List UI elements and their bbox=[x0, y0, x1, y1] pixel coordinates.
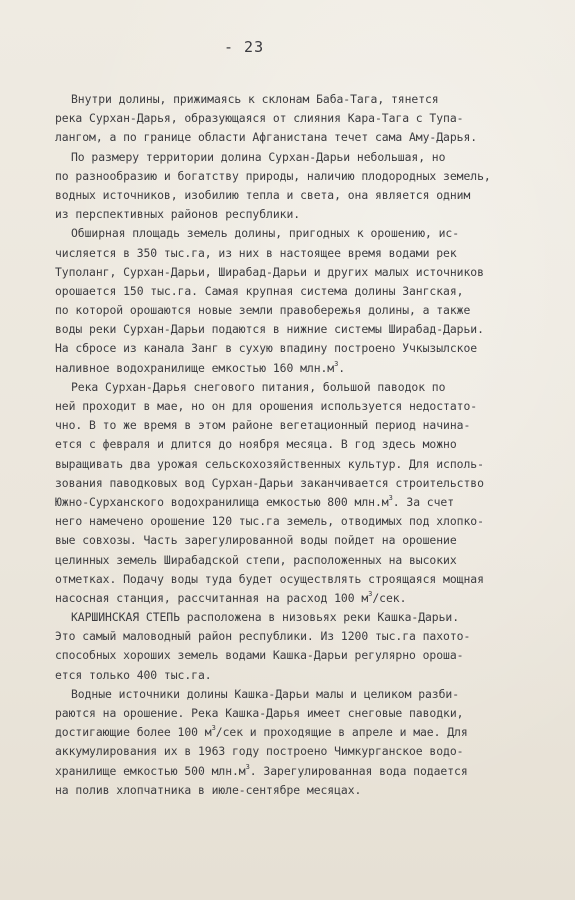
superscript: 3 bbox=[245, 762, 250, 771]
text-line bbox=[55, 627, 525, 646]
text-line bbox=[55, 723, 525, 742]
text-line bbox=[55, 244, 525, 263]
text-line bbox=[55, 339, 525, 358]
text-line bbox=[55, 685, 525, 704]
paragraph bbox=[55, 90, 525, 148]
text-line bbox=[55, 646, 525, 665]
text-line bbox=[55, 551, 525, 570]
text-line bbox=[55, 128, 525, 147]
text-line bbox=[55, 301, 525, 320]
line-text: По размеру территории долина Сурхан-Дарьи небольшая, но bbox=[71, 149, 446, 164]
line-text: вые совхозы. Часть зарегулированной воды пойдет на орошение bbox=[55, 533, 457, 548]
line-text: ется только 400 тыс.га. bbox=[55, 667, 212, 682]
line-text: по разнообразию и богатству природы, наличию плодородных земель, bbox=[55, 168, 491, 183]
paragraph bbox=[55, 685, 525, 800]
line-text: водных источников, изобилию тепла и света, она является одним bbox=[55, 187, 471, 202]
line-text: Это самый маловодный район республики. Из 1200 тыс.га пахото- bbox=[55, 629, 471, 644]
line-text: КАРШИНСКАЯ СТЕПЬ расположена в низовьях реки Кашка-Дарьи. bbox=[71, 610, 460, 625]
line-text: Река Сурхан-Дарья снегового питания, большой паводок по bbox=[71, 379, 446, 394]
line-text: воды реки Сурхан-Дарьи подаются в нижние системы Ширабад-Дарьи. bbox=[55, 322, 484, 337]
text-line bbox=[55, 148, 525, 167]
line-text-continued: . bbox=[338, 360, 346, 375]
text-line bbox=[55, 109, 525, 128]
text-line bbox=[55, 320, 525, 339]
text-line bbox=[55, 90, 525, 109]
text-line bbox=[55, 186, 525, 205]
line-text: выращивать два урожая сельскохозяйственных культур. Для исполь- bbox=[55, 456, 484, 471]
text-line bbox=[55, 474, 525, 493]
line-text: наливное водохранилище емкостью 160 млн.м bbox=[55, 360, 335, 375]
paragraph bbox=[55, 224, 525, 378]
text-line bbox=[55, 608, 525, 627]
line-text: река Сурхан-Дарья, образующаяся от слияния Кара-Тага с Тупа- bbox=[55, 111, 464, 126]
text-line bbox=[55, 493, 525, 512]
text-line bbox=[55, 762, 525, 781]
text-line bbox=[55, 205, 525, 224]
line-text: из перспективных районов республики. bbox=[55, 207, 301, 222]
text-line bbox=[55, 742, 525, 761]
line-text: на полив хлопчатника в июле-сентябре месяцах. bbox=[55, 782, 362, 797]
superscript: 3 bbox=[368, 590, 373, 599]
paragraph bbox=[55, 148, 525, 225]
superscript: 3 bbox=[211, 724, 216, 733]
line-text: аккумулирования их в 1963 году построено Чимкурганское водо- bbox=[55, 744, 464, 759]
line-text: достигающие более 100 м bbox=[55, 725, 212, 740]
text-line bbox=[55, 570, 525, 589]
line-text-continued: . Зарегулированная вода подается bbox=[249, 763, 468, 778]
line-text: Туполанг, Сурхан-Дарьи, Ширабад-Дарьи и других малых источников bbox=[55, 264, 484, 279]
page-number: - 23 bbox=[224, 38, 265, 56]
text-line bbox=[55, 397, 525, 416]
text-line bbox=[55, 455, 525, 474]
line-text: насосная станция, рассчитанная на расход 100 м bbox=[55, 590, 369, 605]
line-text: способных хороших земель водами Кашка-Дарьи регулярно ороша- bbox=[55, 648, 464, 663]
line-text: лангом, а по границе области Афганистана течет сама Аму-Дарья. bbox=[55, 130, 478, 145]
line-text-continued: . За счет bbox=[392, 494, 455, 509]
text-line bbox=[55, 282, 525, 301]
line-text-continued: /сек. bbox=[372, 590, 407, 605]
line-text: целинных земель Ширабадской степи, расположенных на высоких bbox=[55, 552, 457, 567]
superscript: 3 bbox=[388, 494, 393, 503]
line-text-continued: /сек и проходящие в апреле и мае. Для bbox=[215, 725, 468, 740]
text-line bbox=[55, 781, 525, 800]
line-text: орошается 150 тыс.га. Самая крупная система долины Зангская, bbox=[55, 283, 464, 298]
text-line bbox=[55, 224, 525, 243]
text-line bbox=[55, 167, 525, 186]
line-text: числяется в 350 тыс.га, из них в настоящее время водами рек bbox=[55, 245, 457, 260]
text-line bbox=[55, 589, 525, 608]
line-text: раются на орошение. Река Кашка-Дарья имеет снеговые паводки, bbox=[55, 706, 464, 720]
text-line bbox=[55, 531, 525, 550]
line-text: На сбросе из канала Занг в сухую впадину построено Учкызылское bbox=[55, 341, 478, 356]
line-text: хранилище емкостью 500 млн.м bbox=[55, 763, 246, 778]
text-line bbox=[55, 359, 525, 378]
superscript: 3 bbox=[334, 359, 339, 368]
line-text: Южно-Сурханского водохранилища емкостью 800 млн.м bbox=[55, 494, 389, 509]
text-line bbox=[55, 512, 525, 531]
line-text: по которой орошаются новые земли правобережья долины, а также bbox=[55, 303, 471, 318]
line-text: Водные источники долины Кашка-Дарьи малы и целиком разби- bbox=[71, 686, 460, 701]
line-text: чно. В то же время в этом районе вегетационный период начина- bbox=[55, 418, 471, 433]
text-line bbox=[55, 435, 525, 454]
line-text: Внутри долины, прижимаясь к склонам Баба-Тага, тянется bbox=[71, 92, 439, 106]
paragraph bbox=[55, 378, 525, 608]
line-text: отметках. Подачу воды туда будет осуществлять строящаяся мощная bbox=[55, 571, 484, 586]
line-text: зования паводковых вод Сурхан-Дарьи заканчивается строительство bbox=[55, 475, 484, 490]
line-text: ней проходит в мае, но он для орошения используется недостато- bbox=[55, 399, 478, 413]
text-line bbox=[55, 666, 525, 685]
text-line bbox=[55, 263, 525, 282]
text-line bbox=[55, 416, 525, 435]
text-line bbox=[55, 378, 525, 397]
body-text bbox=[55, 90, 525, 800]
line-text: ется с февраля и длится до ноября месяца. В год здесь можно bbox=[55, 437, 457, 452]
text-line bbox=[55, 704, 525, 723]
line-text: Обширная площадь земель долины, пригодных к орошению, ис- bbox=[71, 226, 460, 241]
line-text: него намечено орошение 120 тыс.га земель, отводимых под хлопко- bbox=[55, 514, 484, 529]
paragraph bbox=[55, 608, 525, 685]
